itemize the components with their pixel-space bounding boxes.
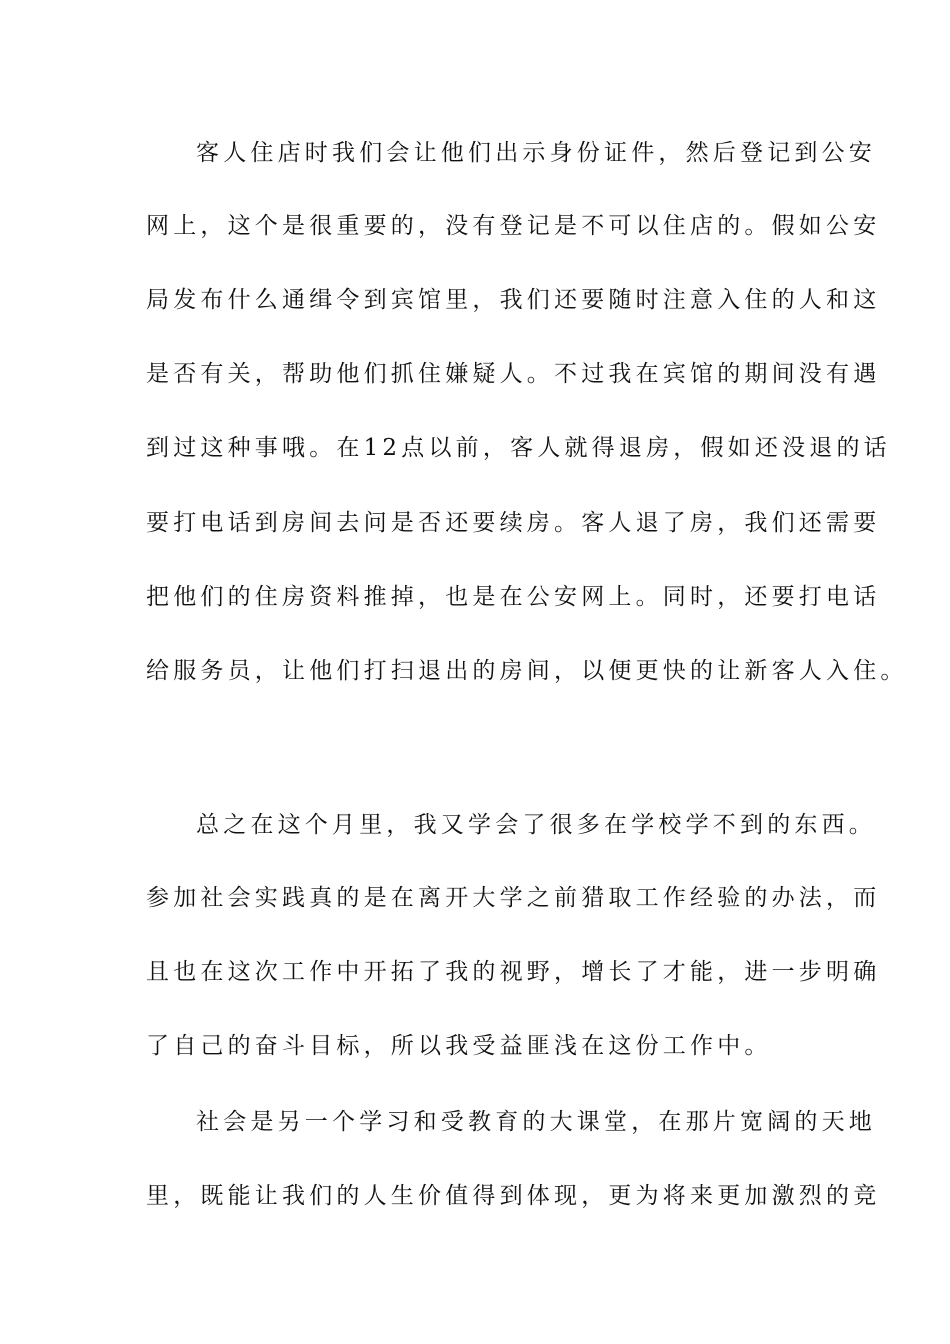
- paragraph-3-line-2: 里，既能让我们的人生价值得到体现，更为将来更加激烈的竞: [146, 1183, 881, 1209]
- paragraph-2-line-2: 参加社会实践真的是在离开大学之前猎取工作经验的办法，而: [146, 885, 881, 911]
- paragraph-1-line-3: 局发布什么通缉令到宾馆里，我们还要随时注意入住的人和这: [146, 287, 881, 313]
- paragraph-1-line-5: 到过这种事哦。在12点以前，客人就得退房，假如还没退的话: [146, 435, 891, 461]
- paragraph-1-line-1: 客人住店时我们会让他们出示身份证件，然后登记到公安: [196, 140, 876, 166]
- paragraph-3-line-1: 社会是另一个学习和受教育的大课堂，在那片宽阔的天地: [196, 1109, 876, 1135]
- paragraph-1-line-6: 要打电话到房间去问是否还要续房。客人退了房，我们还需要: [146, 510, 881, 536]
- paragraph-1-line-2: 网上，这个是很重要的，没有登记是不可以住店的。假如公安: [146, 213, 881, 239]
- paragraph-1-line-8: 给服务员，让他们打扫退出的房间，以便更快的让新客人入住。: [146, 658, 908, 684]
- paragraph-2-line-1: 总之在这个月里，我又学会了很多在学校学不到的东西。: [196, 812, 876, 838]
- paragraph-1-line-4: 是否有关，帮助他们抓住嫌疑人。不过我在宾馆的期间没有遇: [146, 361, 881, 387]
- paragraph-2-line-3: 且也在这次工作中开拓了我的视野，增长了才能，进一步明确: [146, 959, 881, 985]
- paragraph-2-line-4: 了自己的奋斗目标，所以我受益匪浅在这份工作中。: [146, 1033, 772, 1059]
- paragraph-1-line-7: 把他们的住房资料推掉，也是在公安网上。同时，还要打电话: [146, 584, 881, 610]
